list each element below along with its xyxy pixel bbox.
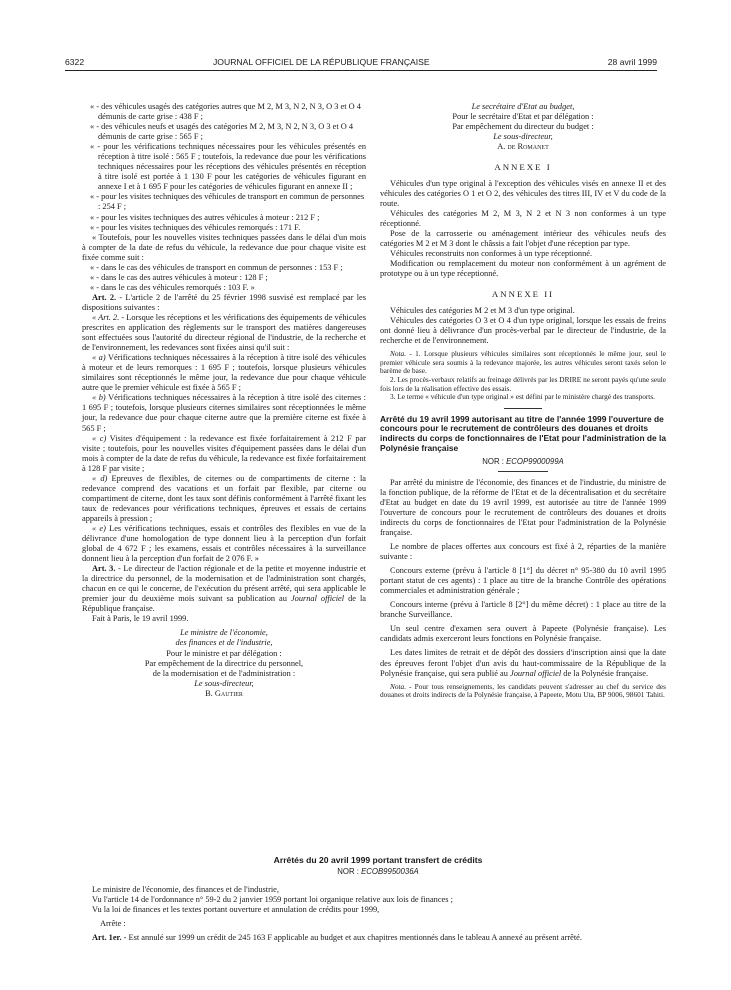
signature-title: Le secrétaire d'Etat au budget, bbox=[471, 102, 575, 111]
annexe-paragraph: Véhicules des catégories O 3 et O 4 d'un type original, lorsque les essais de freins ont donné lieu à délivrance d'un procès-verbal par le directeur de l'industrie, de la recherche et de l'environnement. bbox=[380, 315, 666, 346]
body-paragraph: Les dates limites de retrait et de dépôt des dossiers d'inscription ainsi que la date des épreuves feront l'objet d'un avis du haut-commissaire de la République de la Polynésie française, qui sera publié au Journal officiel de la Polynésie française. bbox=[380, 648, 666, 678]
annexe-paragraph: Véhicules reconstruits non conformes à un type réceptionné. bbox=[390, 249, 593, 259]
arrete-title: Arrêté du 19 avril 1999 autorisant au titre de l'année 1999 l'ouverture de concours pour le recrutement de contrôleurs des douanes et droits indirects du corps de fonctionnaires de l'Etat pour l'administration de la Polynésie française bbox=[380, 413, 666, 453]
list-item: « - dans le cas des véhicules remorqués : 103 F. » bbox=[90, 282, 255, 292]
annexe-paragraph: Véhicules des catégories M 2 et M 3 d'un type original. bbox=[390, 305, 575, 315]
article-2: Art. 2. - L'article 2 de l'arrêté du 25 février 1998 susvisé est remplacé par les dispositions suivantes : bbox=[82, 292, 366, 312]
signature-name: A. de Romanet bbox=[497, 142, 549, 152]
signature-empeche: Par empêchement de la directrice du personnel, bbox=[144, 658, 304, 668]
clause-d: « d) Epreuves de flexibles, de citernes ou de compartiments de citerne : la redevance comprend des vacations et un forfait par flexible, par citerne ou compartiment de citerne, dont les taux sont définis conformément à l'arrêté fixant les taux de redevances pour vérifications techniques, épreuves et essais de certains appareils à pression ; bbox=[82, 473, 366, 523]
body-paragraph: Concours interne (prévu à l'article 8 [2°] du même décret) : 1 place au titre de la branche Surveillance. bbox=[380, 600, 666, 620]
list-item: « - dans le cas des autres véhicules à moteur : 128 F ; bbox=[90, 272, 268, 282]
nor-reference: NOR : ECOP9900099A bbox=[482, 457, 564, 467]
article-1: Art. 1er. - Est annulé sur 1999 un crédit de 245 163 F applicable au budget et aux chapitres mentionnés dans le tableau A annexé au présent arrêté. bbox=[92, 932, 582, 942]
signature-role: Le sous-directeur, bbox=[194, 678, 254, 688]
signature-place-date: Fait à Paris, le 19 avril 1999. bbox=[92, 614, 189, 624]
nota: Nota. - 1. Lorsque plusieurs véhicules similaires sont réceptionnés le même jour, seul le premier véhicule sera soumis à la redevance majorée, les autres véhicules seront taxés selon le barème de base. bbox=[380, 349, 666, 376]
right-column bbox=[380, 102, 666, 700]
article-label: « Art. 2. bbox=[92, 312, 120, 322]
nota-item: 2. Les procès-verbaux relatifs au freinage délivrés par les DRIRE ne seront payés qu'une seule fois lors de la réalisation effective des essais. bbox=[380, 374, 666, 393]
annexe-paragraph: Pose de la carrosserie ou aménagement intérieur des véhicules neufs des catégories M 2 et M 3 dont le châssis a fait l'objet d'une réception par type. bbox=[380, 229, 666, 249]
body-paragraph: Par arrêté du ministre de l'économie, des finances et de l'industrie, du ministre de la fonction publique, de la réforme de l'Etat et de la décentralisation et du secrétaire d'Etat au budget en date du 19 avril 1999, est autorisée au titre de l'année 1999 l'ouverture de concours pour le recrutement de contrôleurs des douanes et droits indirects du corps de fonctionnaires de l'Etat pour l'administration de la Polynésie française. bbox=[380, 477, 666, 537]
annexe-paragraph: Véhicules d'un type original à l'exception des véhicules visés en annexe II et des véhicules des catégories O 1 et O 2, des véhicules des titres III, IV et V du code de la route. bbox=[380, 178, 666, 208]
preamble-line: Le ministre de l'économie, des finances et de l'industrie, bbox=[92, 884, 279, 894]
annexe-1-title: ANNEXE I bbox=[494, 162, 552, 173]
list-item: « - pour les visites techniques des autres véhicules à moteur : 212 F ; bbox=[90, 212, 320, 222]
nor-reference: NOR : ECOB9950036A bbox=[337, 867, 419, 877]
toutefois-paragraph: « Toutefois, pour les nouvelles visites techniques passées dans le délai d'un mois à compter de la date de refus du véhicule, la redevance due pour chaque visite est fixée comme suit : bbox=[82, 232, 366, 262]
annexe-paragraph: Véhicules des catégories M 2, M 3, N 2 et N 3 non conformes à un type réceptionné. bbox=[380, 208, 666, 229]
page-number: 6322 bbox=[65, 57, 85, 67]
body-paragraph: Le nombre de places offertes aux concours est fixé à 2, réparties de la manière suivante : bbox=[380, 542, 666, 562]
preamble-line: Vu l'article 14 de l'ordonnance n° 59-2 du 2 janvier 1959 portant loi organique relative aux lois de finances ; bbox=[92, 894, 453, 904]
header-rule bbox=[65, 70, 657, 71]
list-item: « - des véhicules neufs et usagés des catégories M 2, M 3, N 2, N 3, O 3 et O 4 démunis de carte grise : 565 F ; bbox=[90, 122, 354, 142]
article-label: Art. 1er. bbox=[92, 932, 122, 942]
clause-c: « c) Visites d'équipement : la redevance est fixée forfaitairement à 212 F par visite ; toutefois, pour les nouvelles visites d'équipement passées dans le délai d'un mois à compter de la date de refus du véhicule, la redevance est fixée forfaitairement à 128 F par visite ; bbox=[82, 433, 366, 473]
signature-name: B. Gautier bbox=[205, 688, 243, 698]
arrete-label: Arrête : bbox=[100, 918, 126, 928]
nota-item: 3. Le terme « véhicule d'un type original » est défini par le ministère chargé des transports. bbox=[390, 392, 656, 402]
signature-role: Le sous-directeur, bbox=[493, 132, 553, 142]
signature-empeche: de la modernisation et de l'administration : bbox=[152, 668, 296, 678]
signature-title: des finances et de l'industrie, bbox=[175, 638, 273, 648]
clause-b: « b) Vérifications techniques nécessaires à la réception à titre isolé des citernes : 1 695 F ; toutefois, lorsque plusieurs citernes similaires sont réceptionnées le même jour, la redevance due pour chaque citerne autre que la première citerne est fixée à 565 F ; bbox=[82, 393, 366, 433]
left-column bbox=[82, 102, 366, 699]
clause-e: « e) Les vérifications techniques, essais et contrôles des flexibles en vue de la délivrance d'une homologation de type donnent lieu à la perception d'un forfait global de 4 672 F ; les examens, essais et contrôles nécessaires à la surveillance donnent lieu à la perception d'un forfait de 2 076 F. » bbox=[82, 523, 366, 564]
signature-delegation: Pour le ministre et par délégation : bbox=[166, 648, 282, 658]
list-item: « - pour les vérifications techniques nécessaires pour les véhicules présentés en réception à titre isolé : 565 F ; toutefois, la redevance due pour les vérifications techniques nécessaires pour les réceptions des véhicules présentés en réception à titre isolé est portée à 1 130 F pour les catégories de véhicules figurant en annexe I et à 1 695 F pour les catégories de véhicules figurant en annexe II ; bbox=[90, 142, 366, 192]
annexe-paragraph: Modification ou remplacement du moteur non conformément à un agrément de prototype ou à un type réceptionné. bbox=[380, 259, 666, 279]
list-item: « - pour les visites techniques des véhicules remorqués : 171 F. bbox=[90, 222, 301, 232]
signature-empeche: Par empêchement du directeur du budget : bbox=[452, 122, 594, 132]
bottom-section bbox=[82, 855, 674, 943]
list-item: « - pour les visites techniques des véhicules de transport en commun de personnes : 254 F ; bbox=[90, 192, 365, 212]
body-paragraph: Concours externe (prévu à l'article 8 [1°] du décret n° 95-380 du 10 avril 1995 portant statut de ces agents) : 1 place au titre de la branche Contrôle des opérations commerciales et administration générale ; bbox=[380, 566, 666, 596]
signature-title: Le ministre de l'économie, bbox=[180, 628, 268, 638]
page-header bbox=[65, 57, 657, 71]
divider bbox=[504, 408, 542, 409]
signature-delegation: Pour le secrétaire d'Etat et par délégation : bbox=[452, 112, 594, 122]
preamble-line: Vu la loi de finances et les textes portant ouverture et annulation de crédits pour 1999, bbox=[92, 904, 380, 914]
annexe-2-title: ANNEXE II bbox=[491, 289, 555, 300]
clause-a: « a) Vérifications techniques nécessaires à la réception à titre isolé des véhicules à moteur et de leurs remorques : 1 695 F ; toutefois, lorsque plusieurs véhicules similaires sont réceptionnés le même jour, la redevance due pour chaque véhicule autre que le premier véhicule est fixée à 565 F ; bbox=[82, 353, 366, 393]
list-item: « - des véhicules usagés des catégories autres que M 2, M 3, N 2, N 3, O 3 et O 4 démunis de carte grise : 438 F ; bbox=[90, 102, 361, 122]
list-item: « - dans le cas des véhicules de transport en commun de personnes : 153 F ; bbox=[90, 262, 343, 272]
issue-date: 28 avril 1999 bbox=[607, 57, 657, 67]
article-2-quote: « Art. 2. - Lorsque les réceptions et les vérifications des équipements de véhicules prescrites en application des règlements sur le transport des matières dangereuses sont effectuées sous l'autorité du directeur régional de l'industrie, de la recherche et de l'environnement, les redevances sont fixées ainsi qu'il suit : bbox=[82, 312, 366, 353]
body-paragraph: Un seul centre d'examen sera ouvert à Papeete (Polynésie française). Les candidats admis exerceront leurs fonctions en Polynésie française. bbox=[380, 624, 666, 644]
nota: Nota. - Pour tous renseignements, les candidats peuvent s'adresser au chef du service des douanes et droits indirects de la Polynésie française, à Papeete, Motu Uta, BP 9006, 98601 Tahiti. bbox=[380, 681, 666, 700]
divider bbox=[498, 471, 548, 472]
article-3: Art. 3. - Le directeur de l'action régionale et de la petite et moyenne industrie et la directrice du personnel, de la modernisation et de l'administration sont chargés, chacun en ce qui le concerne, de l'exécution du présent arrêté, qui sera applicable le premier jour du deuxième mois suivant sa publication au Journal officiel de la République française. bbox=[82, 564, 366, 614]
article-label: Art. 2. bbox=[92, 292, 117, 302]
section-title: Arrêtés du 20 avril 1999 portant transfert de crédits bbox=[273, 855, 483, 865]
journal-title: JOURNAL OFFICIEL DE LA RÉPUBLIQUE FRANÇAISE bbox=[213, 57, 430, 67]
article-label: Art. 3. bbox=[92, 564, 116, 574]
